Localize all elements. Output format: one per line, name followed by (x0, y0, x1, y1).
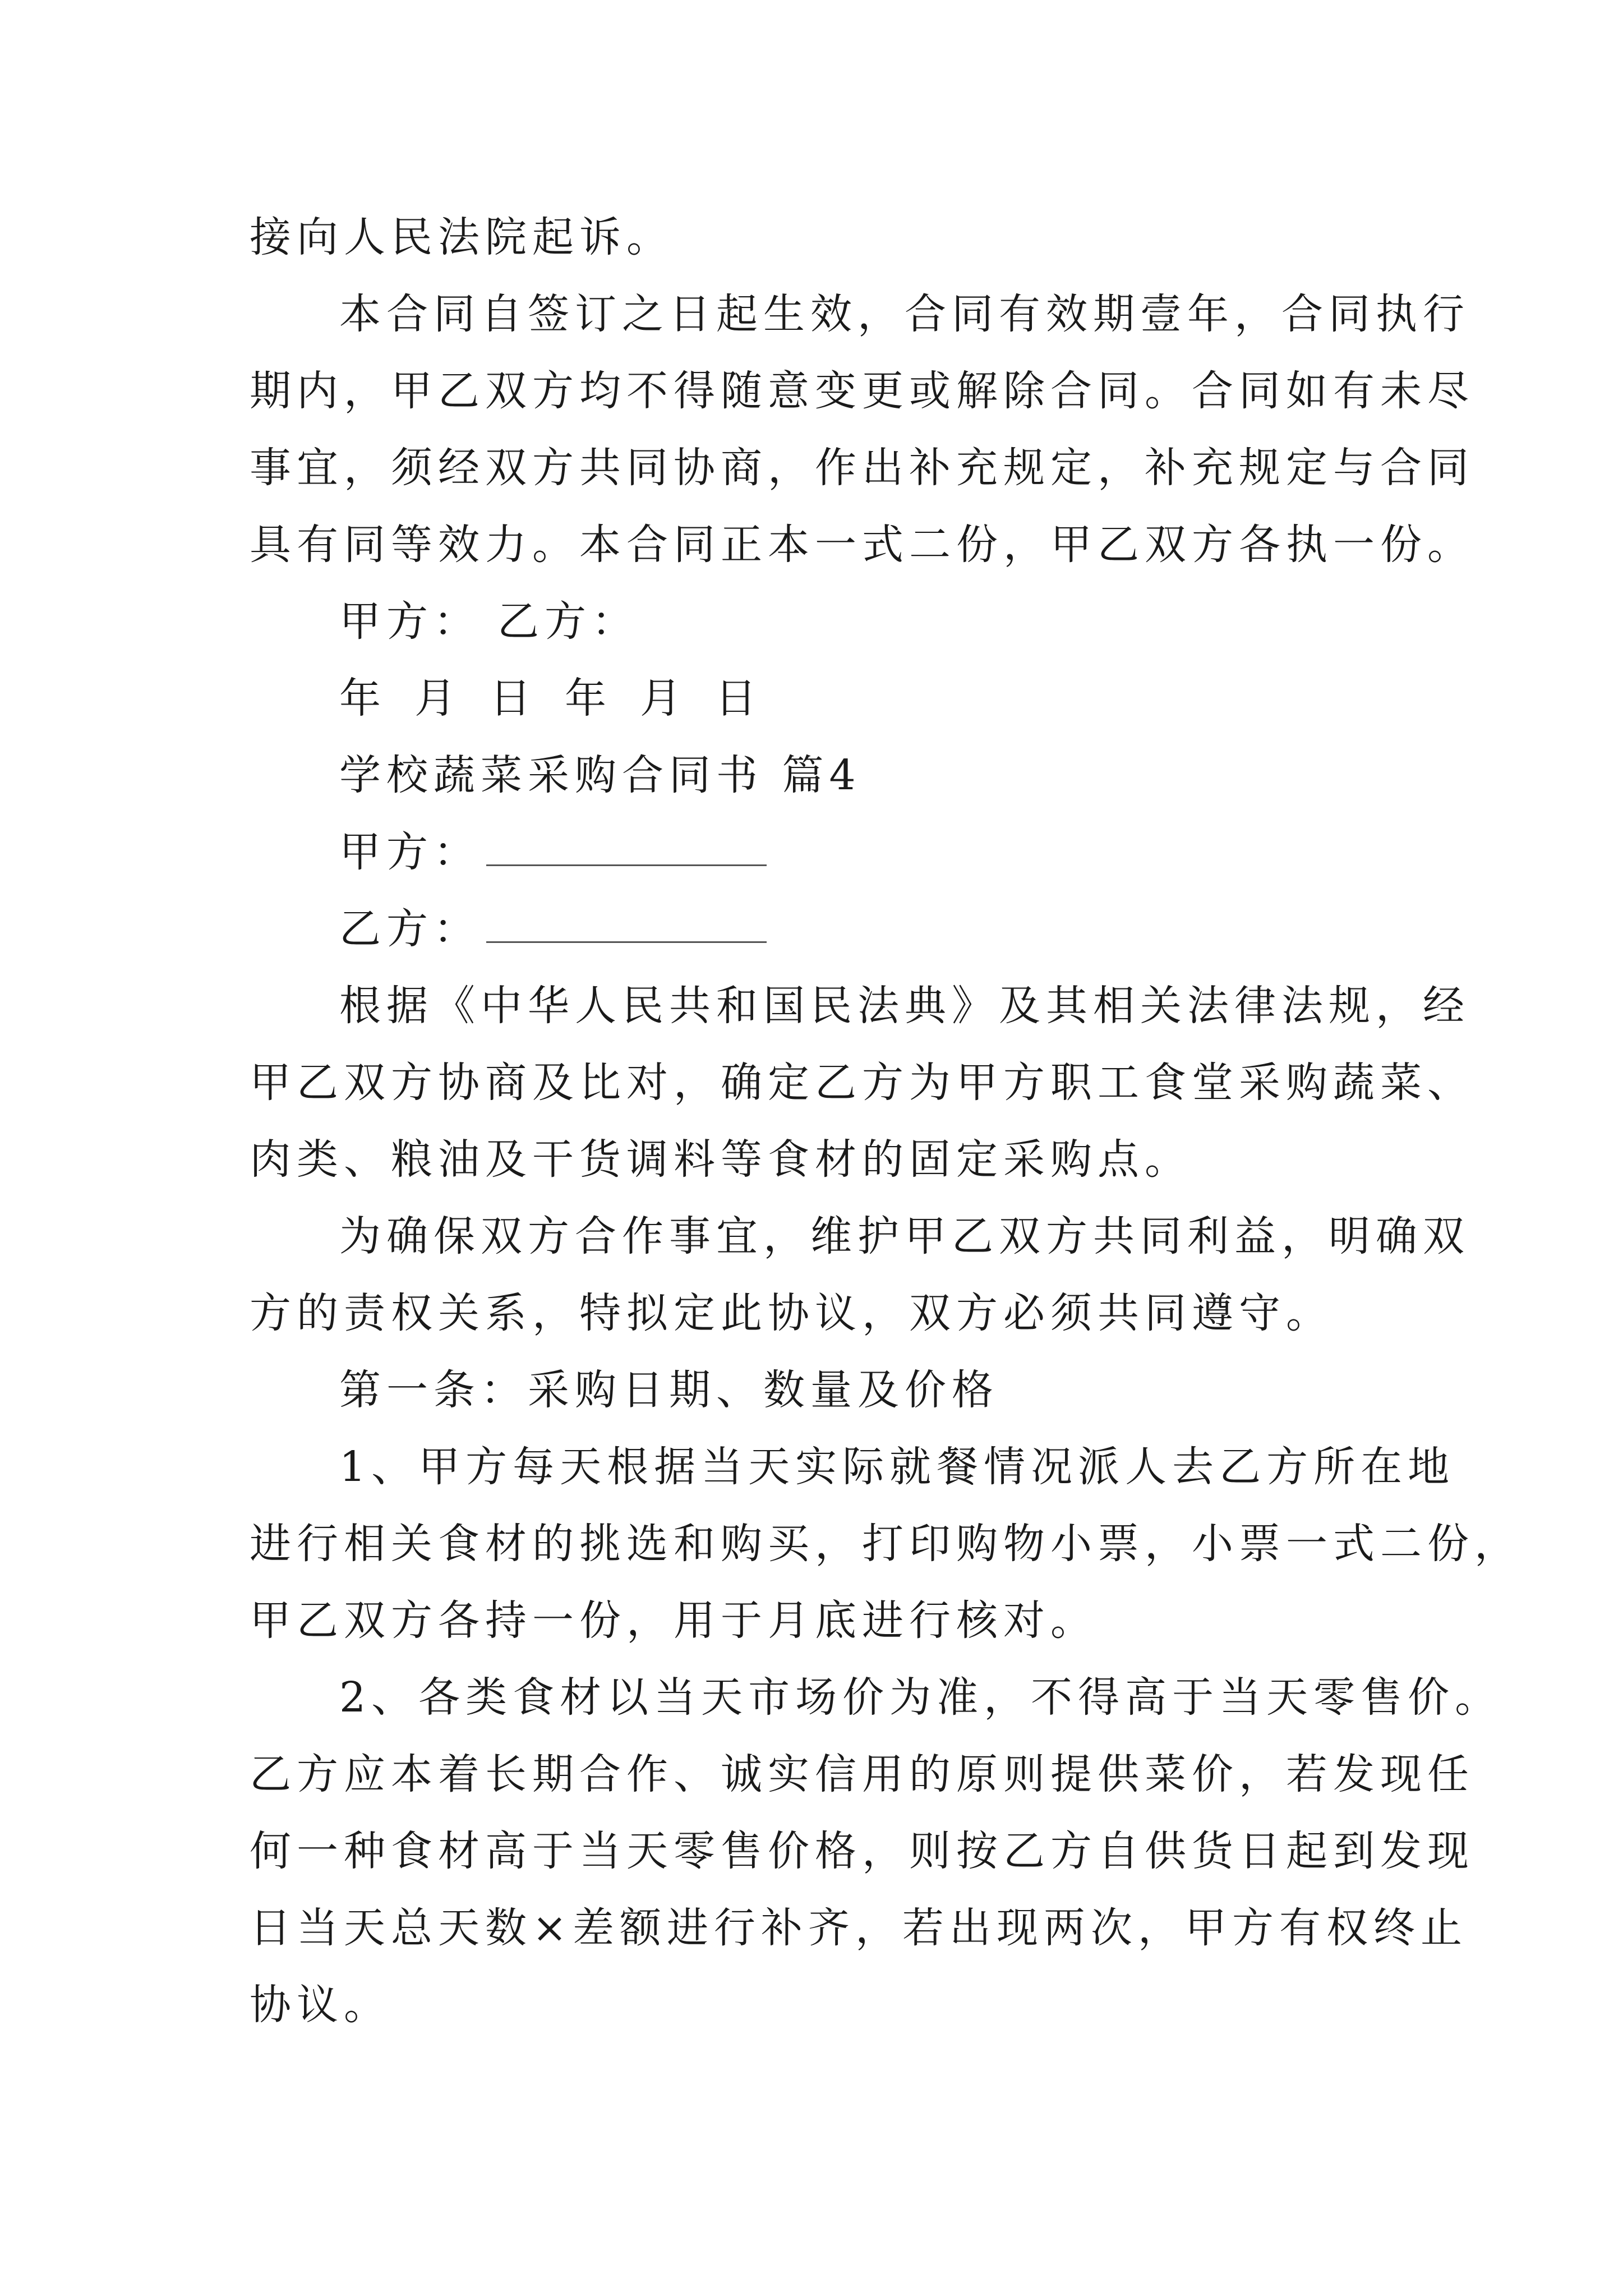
party-b-signature-label: 乙方： (497, 597, 639, 646)
text-line: 方的责权关系，特拟定此协议，双方必须共同遵守。 (250, 1289, 1333, 1337)
text-line: 1、甲方每天根据当天实际就餐情况派人去乙方所在地 (339, 1443, 1455, 1491)
text-line: 协议。 (250, 1981, 391, 2029)
text-line: 事宜，须经双方共同协商，作出补充规定，补充规定与合同 (250, 444, 1474, 492)
date-month-label: 月 (640, 674, 687, 723)
signature-parties-row (250, 583, 1377, 660)
signature-date-row (250, 660, 1377, 737)
text-line: 何一种食材高于当天零售价格，则按乙方自供货日起到发现 (250, 1827, 1474, 1875)
article-1-title: 第一条：采购日期、数量及价格 (339, 1366, 999, 1414)
text-line: 为确保双方合作事宜，维护甲乙双方共同利益，明确双 (339, 1212, 1470, 1260)
paragraph-purpose (250, 1198, 1470, 1352)
document-body (250, 199, 1521, 2044)
paragraph-article-1-item-2 (250, 1659, 1502, 2044)
paragraph-effective-term (250, 276, 1474, 583)
text-line: 具有同等效力。本合同正本一式二份，甲乙双方各执一份。 (250, 521, 1474, 569)
text-line: 肉类、粮油及干货调料等食材的固定采购点。 (250, 1135, 1192, 1184)
date-year-label: 年 (339, 674, 386, 723)
party-b-field (250, 891, 1377, 968)
text-line: 日当天总天数×差额进行补齐，若出现两次，甲方有权终止 (250, 1904, 1468, 1952)
text-line: 本合同自签订之日起生效，合同有效期壹年，合同执行 (339, 290, 1470, 338)
paragraph-legal-basis (250, 968, 1474, 1198)
party-b-blank-line (486, 939, 767, 943)
party-a-label: 甲方： (339, 828, 481, 876)
text-line: 根据《中华人民共和国民法典》及其相关法律法规，经 (339, 982, 1470, 1030)
text-line: 2、各类食材以当天市场价为准，不得高于当天零售价。 (339, 1673, 1502, 1722)
paragraph-article-1-item-1 (250, 1429, 1521, 1659)
text-line: 进行相关食材的挑选和购买，打印购物小票，小票一式二份， (250, 1520, 1521, 1568)
party-a-signature-label: 甲方： (339, 597, 481, 646)
party-a-field (250, 814, 1377, 891)
text-line: 甲乙双方协商及比对，确定乙方为甲方职工食堂采购蔬菜、 (250, 1059, 1474, 1107)
date-month-label: 月 (414, 674, 462, 723)
text-line: 乙方应本着长期合作、诚实信用的原则提供菜价，若发现任 (250, 1750, 1474, 1798)
date-day-label: 日 (715, 674, 762, 723)
text-line: 接向人民法院起诉。 (250, 213, 674, 261)
text-line: 甲乙双方各持一份，用于月底进行核对。 (250, 1596, 1098, 1645)
date-day-label: 日 (490, 674, 537, 723)
date-year-label: 年 (565, 674, 612, 723)
section-title: 学校蔬菜采购合同书 篇4 (339, 751, 861, 799)
paragraph-continuation (250, 199, 1377, 276)
party-a-blank-line (486, 862, 767, 866)
text-line: 期内，甲乙双方均不得随意变更或解除合同。合同如有未尽 (250, 367, 1474, 415)
party-b-label: 乙方： (339, 905, 481, 953)
